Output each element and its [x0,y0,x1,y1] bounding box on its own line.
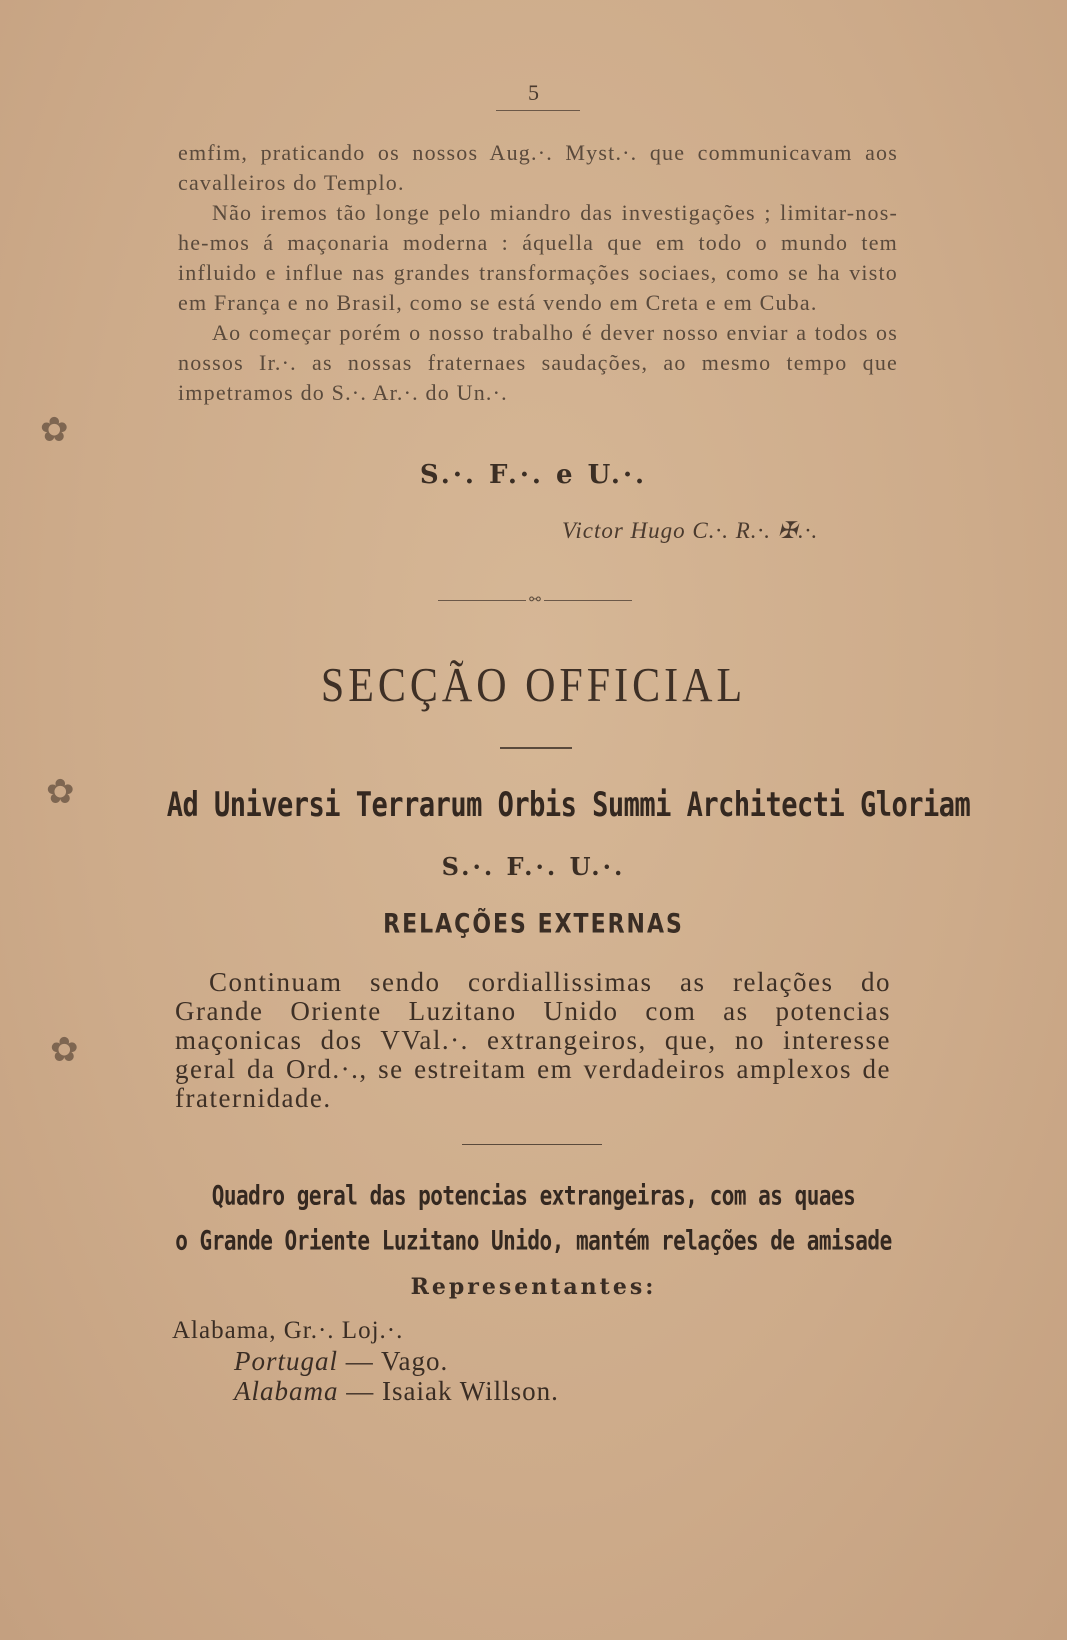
list-item-country: Alabama [234,1376,339,1406]
list-item-value: — Isaiak Willson. [346,1376,559,1406]
representatives-list [172,1316,559,1406]
paragraph-3: Ao começar porém o nosso trabalho é dever nosso enviar a todos os nossos Ir.·. as nossas fraternaes saudações, ao mesmo tempo que impetramos do S.·. Ar.·. do Un.·. [178,320,898,405]
subsection-heading: RELAÇÕES EXTERNAS [383,909,684,940]
quadro-line-1: Quadro geral das potencias extrangeiras, com as quaes [211,1180,856,1211]
list-head: Alabama, Gr.·. Loj.·. [172,1317,404,1344]
body-text [178,138,898,408]
list-item-value: — Vago. [345,1346,449,1376]
representantes-heading: Representantes: [410,1274,657,1300]
section-title: SECÇÃO OFFICIAL [320,659,747,713]
margin-stamp-icon: ✿ [46,774,75,811]
page-number-rule [496,110,580,111]
relacoes-paragraph [175,968,891,1113]
relacoes-text: Continuam sendo cordiallissimas as relações do Grande Oriente Luzitano Unido com as potencias maçonicas dos VVal.·. extrangeiros, que, no interesse geral da Ord.·., se estreitam em verdadeiros amplexos de fraternidade. [175,967,891,1113]
latin-motto: Ad Universi Terrarum Orbis Summi Architecti Gloriam [166,786,971,825]
page-number: 5 [528,80,539,105]
list-item [172,1346,559,1376]
margin-stamp-icon: ✿ [50,1032,79,1069]
quadro-line-2: o Grande Oriente Luzitano Unido, mantém relações de amisade [175,1225,892,1256]
signature: Victor Hugo C.·. R.·. ✠.·. [562,518,819,543]
paragraph-2: Não iremos tão longe pelo miandro das investigações ; limitar-nos-he-mos á maçonaria moderna : áquella que em todo o mundo tem influido e influe nas grandes transformações sociaes, como se ha visto em França e no Brasil, como se está vendo em Creta e em Cuba. [178,200,898,315]
quadro-heading [0,1173,1067,1263]
closing-salutation: S.·. F.·. e U.·. [419,460,648,490]
divider-rule [462,1144,602,1145]
ornament-divider [420,592,650,609]
sfu-abbreviation: S.·. F.·. U.·. [441,852,626,881]
list-item [172,1376,559,1406]
margin-stamp-icon: ✿ [40,412,69,449]
paragraph-1: emfim, praticando os nossos Aug.·. Myst.·. que communicavam aos cavalleiros do Templo. [178,140,898,195]
ornament-icon: ⚯ [529,593,541,608]
list-item-country: Portugal [234,1346,339,1376]
title-rule [500,747,572,749]
